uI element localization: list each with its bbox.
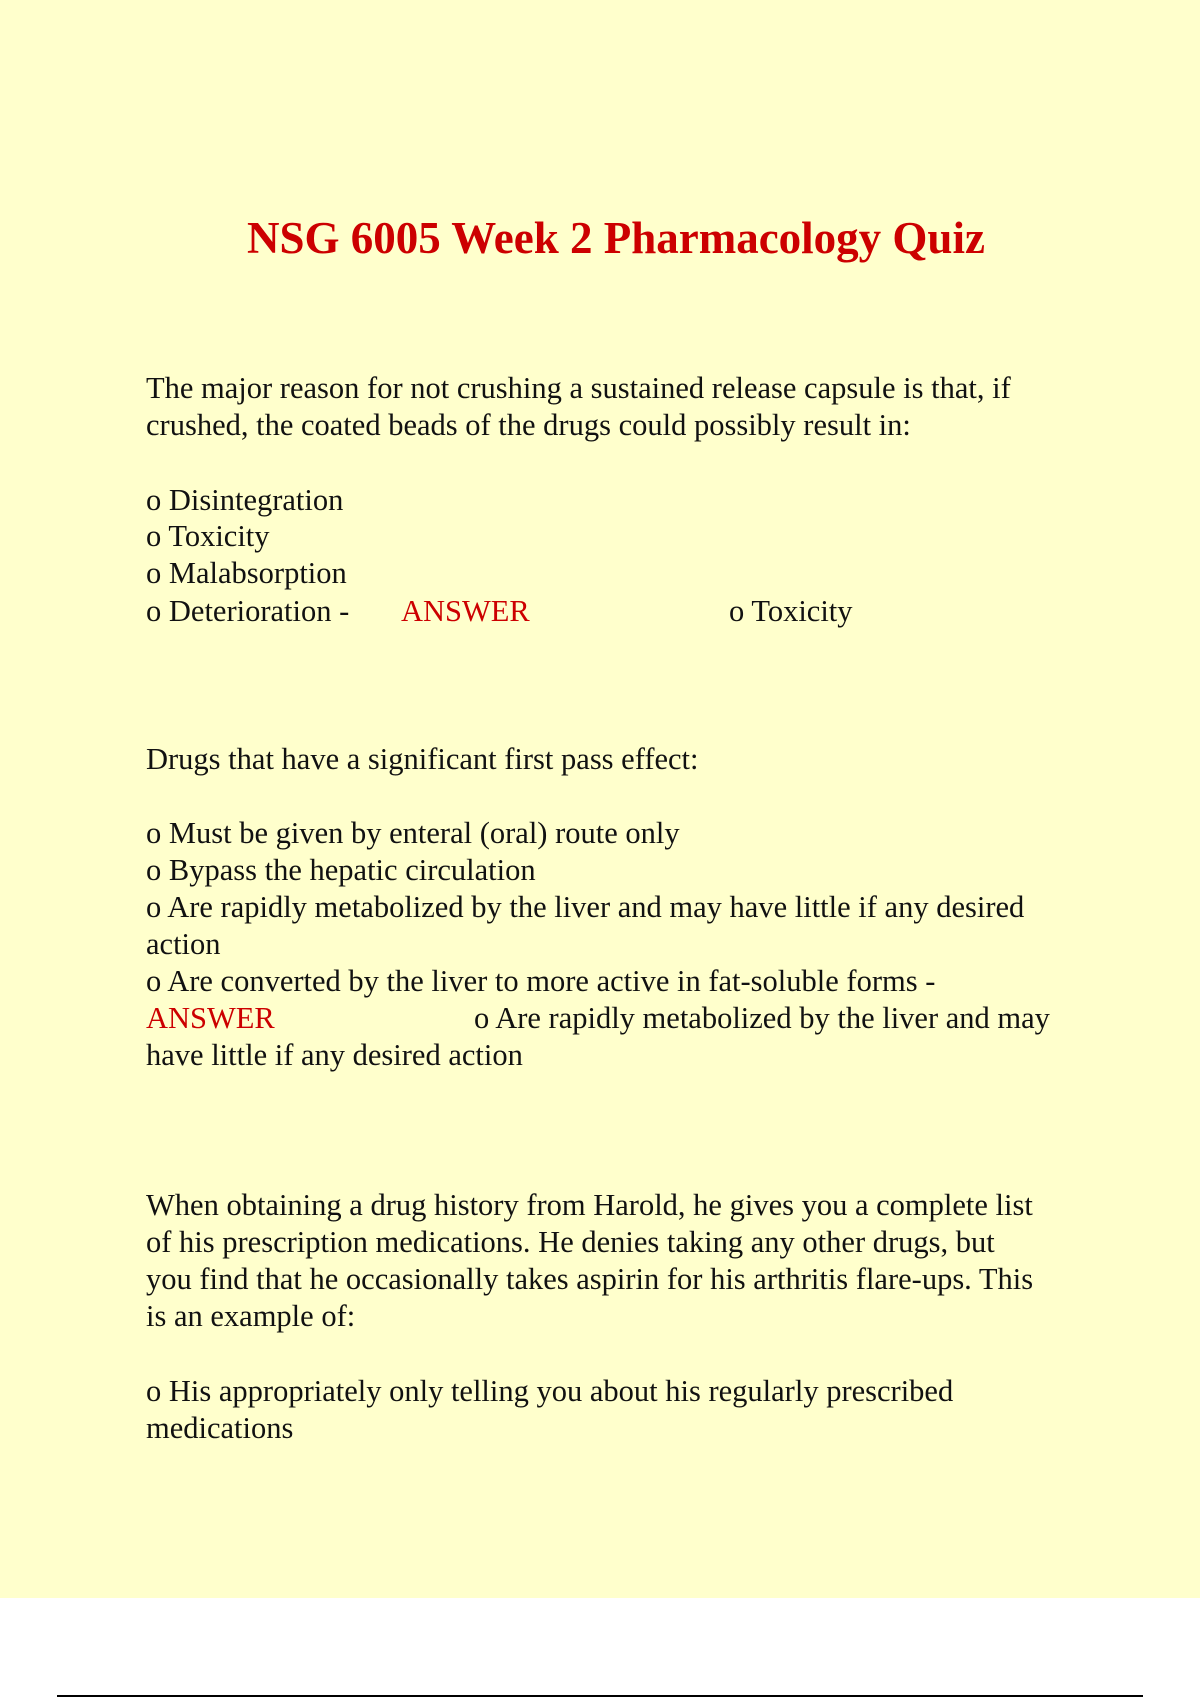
q1-answer-text: o Toxicity bbox=[729, 594, 853, 628]
q1-stem-line-1: The major reason for not crushing a sustained release capsule is that, if bbox=[146, 371, 1011, 405]
q3-stem-line-3: you find that he occasionally takes aspirin for his arthritis flare-ups. This bbox=[146, 1262, 1034, 1296]
q3-stem-line-2: of his prescription medications. He denies taking any other drugs, but bbox=[146, 1225, 995, 1259]
q2-option-4: o Are converted by the liver to more active in fat-soluble forms - bbox=[146, 964, 936, 998]
q3-stem-line-4: is an example of: bbox=[146, 1299, 356, 1333]
document-title: NSG 6005 Week 2 Pharmacology Quiz bbox=[247, 213, 985, 263]
q1-option-1: o Disintegration bbox=[146, 483, 344, 517]
q2-answer-text-line-2: have little if any desired action bbox=[146, 1038, 523, 1072]
q3-option-1-continued: medications bbox=[146, 1411, 294, 1445]
q3-option-1: o His appropriately only telling you about his regularly prescribed bbox=[146, 1374, 954, 1408]
footer-divider bbox=[57, 1695, 1143, 1697]
q1-option-4: o Deterioration - bbox=[146, 594, 350, 628]
q2-stem-line-1: Drugs that have a significant first pass effect: bbox=[146, 742, 699, 776]
q2-answer-label: ANSWER bbox=[146, 1001, 275, 1035]
q2-answer-text-line-1: o Are rapidly metabolized by the liver and may bbox=[474, 1001, 1050, 1035]
q1-stem-line-2: crushed, the coated beads of the drugs could possibly result in: bbox=[146, 408, 911, 442]
q1-option-2: o Toxicity bbox=[146, 519, 270, 553]
q2-option-1: o Must be given by enteral (oral) route only bbox=[146, 816, 680, 850]
q2-option-3-continued: action bbox=[146, 927, 221, 961]
q2-option-3: o Are rapidly metabolized by the liver and may have little if any desired bbox=[146, 890, 1025, 924]
q1-option-3: o Malabsorption bbox=[146, 556, 347, 590]
q3-stem-line-1: When obtaining a drug history from Harold, he gives you a complete list bbox=[146, 1188, 1033, 1222]
q1-answer-label: ANSWER bbox=[401, 594, 530, 628]
q2-option-2: o Bypass the hepatic circulation bbox=[146, 853, 536, 887]
